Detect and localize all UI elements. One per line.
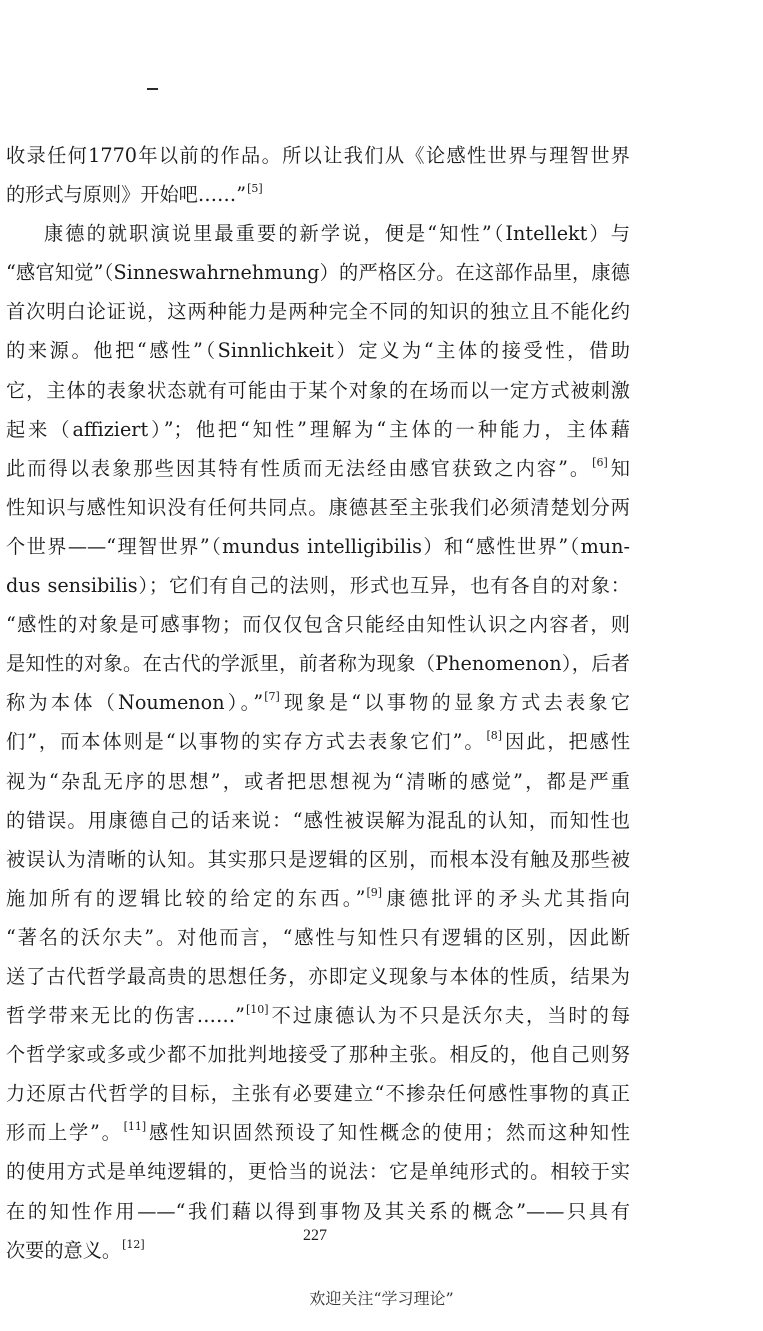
text-line [6, 644, 630, 683]
text-segment: 性知识与感性知识没有任何共同点。康德甚至主张我们必须清楚划分两 [6, 495, 630, 519]
text-line [6, 449, 630, 488]
text-segment: 知 [608, 456, 630, 480]
text-line [6, 996, 630, 1035]
text-segment: 康德的就职演说里最重要的新学说，便是“知性”（Intellekt）与 [44, 222, 630, 246]
footnote-marker: [7] [264, 690, 280, 704]
text-segment: “感性的对象是可感事物；而仅仅包含只能经由知性认识之内容者，则 [6, 613, 630, 637]
text-segment: 视为“杂乱无序的思想”，或者把思想视为“清晰的感觉”，都是严重 [6, 769, 630, 793]
footnote-marker: [5] [247, 182, 263, 196]
text-line [6, 722, 630, 761]
text-segment: 个哲学家或多或少都不加批判地接受了那种主张。相反的，他自己则努 [6, 1043, 630, 1067]
page-number: 227 [303, 1227, 327, 1244]
text-line [6, 292, 630, 331]
text-line [6, 371, 630, 410]
text-segment: 被误认为清晰的认知。其实那只是逻辑的区别，而根本没有触及那些被 [6, 847, 630, 871]
text-segment: 施加所有的逻辑比较的给定的东西。” [6, 886, 366, 910]
body-text [6, 136, 630, 1270]
text-segment: 送了古代哲学最高贵的思想任务，亦即定义现象与本体的性质，结果为 [6, 964, 630, 988]
text-segment: 现象是“以事物的显象方式去表象它 [280, 691, 630, 715]
text-segment: 是知性的对象。在古代的学派里，前者称为现象（Phenomenon），后者 [6, 652, 630, 676]
text-segment: 收录任何1770年以前的作品。所以让我们从《论感性世界与理智世界 [6, 144, 630, 167]
text-line [6, 879, 630, 918]
footnote-marker: [9] [366, 885, 383, 899]
text-segment: 称为本体（Noumenon）。” [6, 691, 264, 715]
text-segment: 在的知性作用——“我们藉以得到事物及其关系的概念”——只具有 [6, 1199, 630, 1223]
text-segment: 的错误。用康德自己的话来说：“感性被误解为混乱的认知，而知性也 [6, 808, 630, 832]
text-line [6, 527, 630, 566]
text-segment: dus sensibilis）；它们有自己的法则，形式也互异，也有各自的对象： [6, 574, 630, 598]
text-line [6, 566, 630, 605]
text-segment: 起来（affiziert）”；他把“知性”理解为“主体的一种能力，主体藉 [6, 417, 630, 441]
text-segment: 次要的意义。 [6, 1238, 122, 1262]
text-segment: 感性知识固然预设了知性概念的使用；然而这种知性 [147, 1121, 630, 1145]
footnote-marker: [12] [122, 1237, 145, 1251]
text-segment: 首次明白论证说，这两种能力是两种完全不同的知识的独立且不能化约 [6, 300, 630, 324]
footer-note: 欢迎关注“学习理论” [309, 1289, 454, 1308]
text-segment: 们”，而本体则是“以事物的实存方式去表象它们”。 [6, 730, 486, 754]
text-segment: 力还原古代哲学的目标，主张有必要建立“不掺杂任何感性事物的真正 [6, 1082, 630, 1106]
text-line [6, 918, 630, 957]
text-segment: 此而得以表象那些因其特有性质而无法经由感官获致之内容”。 [6, 456, 592, 480]
text-segment: 康德批评的矛头尤其指向 [383, 886, 630, 910]
text-line [6, 488, 630, 527]
text-line [6, 683, 630, 722]
footnote-marker: [11] [123, 1120, 147, 1134]
text-segment: 不过康德认为不只是沃尔夫，当时的每 [269, 1004, 630, 1028]
text-segment: 的形式与原则》开始吧……” [6, 183, 247, 207]
text-line [6, 410, 630, 449]
text-line [6, 1152, 630, 1191]
text-segment: “著名的沃尔夫”。对他而言，“感性与知性只有逻辑的区别，因此断 [6, 925, 630, 949]
text-segment: 哲学带来无比的伤害……” [6, 1004, 245, 1028]
text-segment: 它，主体的表象状态就有可能由于某个对象的在场而以一定方式被刺激 [6, 378, 630, 402]
text-line [6, 840, 630, 879]
text-line [6, 1074, 630, 1113]
footnote-marker: [10] [246, 1003, 269, 1017]
footnote-marker: [8] [486, 729, 503, 743]
stray-ink-mark [147, 88, 158, 90]
text-segment: 的来源。他把“感性”（Sinnlichkeit）定义为“主体的接受性，借助 [6, 339, 630, 363]
text-segment: 个世界——“理智世界”（mundus intelligibilis）和“感性世界”（mun- [6, 534, 630, 558]
text-line [6, 957, 630, 996]
text-line [6, 1192, 630, 1231]
text-line [6, 762, 630, 801]
text-line [6, 331, 630, 370]
text-line [6, 1035, 630, 1074]
text-segment: 的使用方式是单纯逻辑的，更恰当的说法：它是单纯形式的。相较于实 [6, 1160, 630, 1184]
text-segment: 形而上学”。 [6, 1121, 123, 1145]
text-line [6, 136, 630, 175]
text-line [6, 801, 630, 840]
text-line [6, 253, 630, 292]
text-segment: “感官知觉”（Sinneswahrnehmung）的严格区分。在这部作品里，康德 [6, 261, 630, 285]
text-line [6, 214, 630, 253]
text-line [6, 605, 630, 644]
text-line [6, 175, 630, 214]
text-line [6, 1113, 630, 1152]
footnote-marker: [6] [592, 455, 608, 469]
text-segment: 因此，把感性 [503, 730, 630, 754]
